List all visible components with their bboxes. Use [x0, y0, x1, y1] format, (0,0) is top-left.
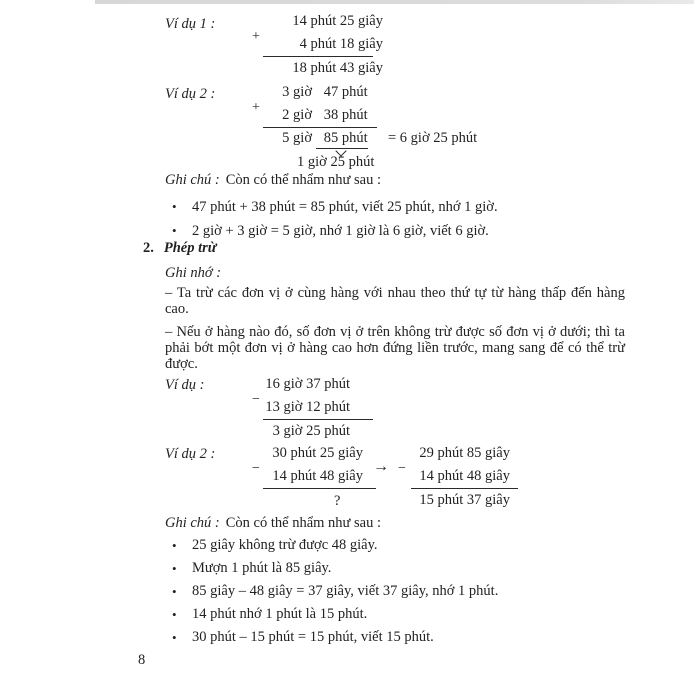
note-intro: Còn có thể nhẩm như sau :	[225, 515, 382, 531]
hours-cell: 5 giờ	[282, 130, 312, 146]
note-label: Ghi chú :	[165, 515, 220, 531]
math-row: 16 giờ 37 phút	[265, 376, 350, 392]
math-result-row	[262, 128, 368, 148]
bullet-text: 25 giây không trừ được 48 giây.	[192, 537, 378, 553]
right-arrow-icon: →	[373, 458, 389, 475]
question-mark: ?	[334, 493, 341, 509]
bullet-item	[172, 580, 498, 603]
section-heading	[143, 240, 216, 257]
example-label: Ví dụ :	[165, 377, 205, 393]
minus-sign: −	[398, 461, 406, 476]
addition-column-2	[252, 81, 368, 148]
bullet-item	[172, 557, 498, 580]
bullet-dot-icon	[172, 626, 192, 649]
bullet-dot-icon	[172, 534, 192, 557]
bullet-text: Mượn 1 phút là 85 giây.	[192, 560, 332, 576]
hours-cell: 3 giờ	[282, 84, 312, 100]
math-row: 14 phút 48 giây	[419, 468, 510, 484]
bullet-text: 47 phút + 38 phút = 85 phút, viết 25 phút, nhớ 1 giờ.	[192, 199, 498, 215]
equals-text: = 6 giờ 25 phút	[388, 130, 478, 146]
remember-label: Ghi nhớ :	[165, 265, 222, 281]
bullet-dot-icon	[172, 195, 192, 219]
bullet-dot-icon	[172, 580, 192, 603]
example-label: Ví dụ 2 :	[165, 86, 216, 102]
bullet-list	[172, 534, 498, 649]
bullet-item	[172, 626, 498, 649]
rule-paragraph: – Nếu ở hàng nào đó, số đơn vị ở trên không trừ được số đơn vị ở dưới; thì ta phải bớt một đơn vị ở hàng cao hơn đứng liền trước, mang sang để có thể trừ được.	[165, 324, 625, 372]
bullet-item	[172, 219, 498, 243]
note-intro: Còn có thể nhẩm như sau :	[225, 172, 382, 188]
minutes-cell: 38 phút	[323, 107, 368, 123]
sum-line	[263, 488, 376, 489]
minutes-cell-underbraced: 85 phút	[316, 128, 368, 149]
bullet-text: 30 phút – 15 phút = 15 phút, viết 15 phút.	[192, 629, 434, 645]
rule-paragraph: – Ta trừ các đơn vị ở cùng hàng với nhau theo thứ tự từ hàng thấp đến hàng cao.	[165, 285, 625, 317]
subtraction-column-1	[252, 373, 350, 443]
bullet-list	[172, 195, 498, 243]
math-row	[262, 104, 368, 127]
example-label: Ví dụ 1 :	[165, 16, 216, 32]
section-number: 2.	[143, 240, 154, 256]
math-row: 14 phút 25 giây	[292, 13, 383, 29]
page-edge-shadow	[95, 0, 694, 4]
math-row: 30 phút 25 giây	[272, 445, 363, 461]
bullet-item	[172, 603, 498, 626]
note-paragraph	[165, 172, 381, 189]
math-row: 4 phút 18 giây	[299, 36, 383, 52]
math-result-row: 15 phút 37 giây	[419, 492, 510, 508]
math-result-row: 18 phút 43 giây	[292, 60, 383, 76]
bullet-item	[172, 534, 498, 557]
math-row: 29 phút 85 giây	[419, 445, 510, 461]
minus-sign: −	[252, 461, 260, 476]
plus-sign: +	[252, 100, 260, 115]
bullet-dot-icon	[172, 557, 192, 580]
note-paragraph	[165, 515, 381, 532]
page-number: 8	[138, 652, 146, 668]
math-row: 14 phút 48 giây	[272, 468, 363, 484]
bullet-text: 2 giờ + 3 giờ = 5 giờ, nhớ 1 giờ là 6 giờ, viết 6 giờ.	[192, 223, 489, 239]
minus-sign: −	[252, 392, 260, 407]
example-label: Ví dụ 2 :	[165, 446, 216, 462]
subtraction-column-right	[398, 442, 510, 512]
bullet-item	[172, 195, 498, 219]
carry-note: 1 giờ 25 phút	[297, 154, 375, 170]
section-title: Phép trừ	[163, 240, 217, 256]
plus-sign: +	[252, 29, 260, 44]
math-result-row: 3 giờ 25 phút	[272, 423, 350, 439]
subtraction-column-left	[252, 442, 363, 489]
bullet-text: 85 giây – 48 giây = 37 giây, viết 37 giây, nhớ 1 phút.	[192, 583, 499, 599]
bullet-dot-icon	[172, 603, 192, 626]
addition-column-1	[252, 10, 383, 80]
hours-cell: 2 giờ	[282, 107, 312, 123]
math-row	[262, 81, 368, 104]
math-row: 13 giờ 12 phút	[265, 399, 350, 415]
minutes-cell: 47 phút	[323, 84, 368, 100]
bullet-text: 14 phút nhớ 1 phút là 15 phút.	[192, 606, 368, 622]
note-label: Ghi chú :	[165, 172, 220, 188]
